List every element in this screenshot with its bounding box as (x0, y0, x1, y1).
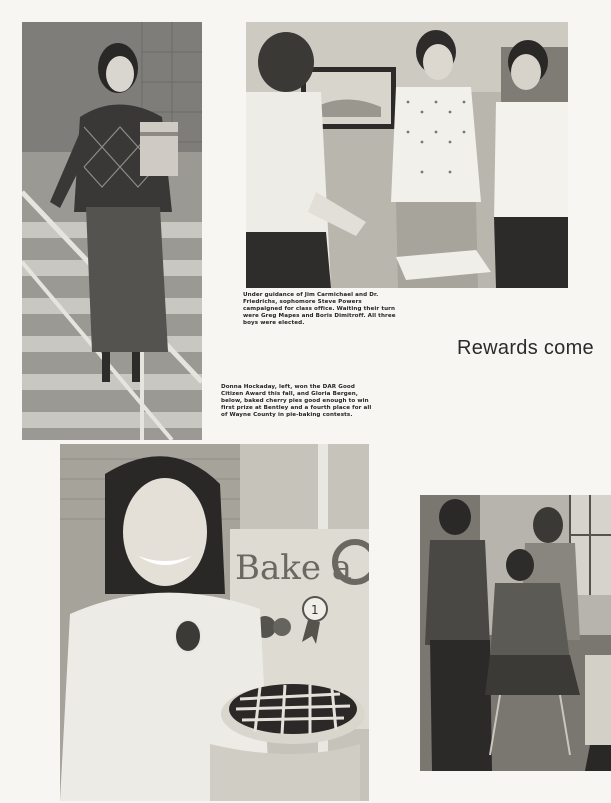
photo-girl-on-stairs (22, 22, 202, 440)
poster-text: Bake a (235, 548, 353, 588)
photo-boys-campaigning (246, 22, 568, 288)
caption-campaign: Under guidance of Jim Carmichael and Dr. Friedrichs, sophomore Steve Powers campaigned for class office. Waiting their turn were Greg Mapes and Boris Dimitroff. All three boys were elected. (243, 292, 396, 327)
page-headline: Rewards come (457, 337, 594, 359)
photo-students-in-classroom (420, 495, 611, 771)
caption-awards: Donna Hockaday, left, won the DAR Good Citizen Award this fall, and Gloria Bergen, below, baked cherry pies good enough to win first prize at Bentley and a fourth place for all of Wayne County in pie-baking contests. (221, 384, 372, 419)
photo-girl-with-cherry-pie (60, 444, 369, 801)
ribbon-number: 1 (311, 603, 319, 617)
